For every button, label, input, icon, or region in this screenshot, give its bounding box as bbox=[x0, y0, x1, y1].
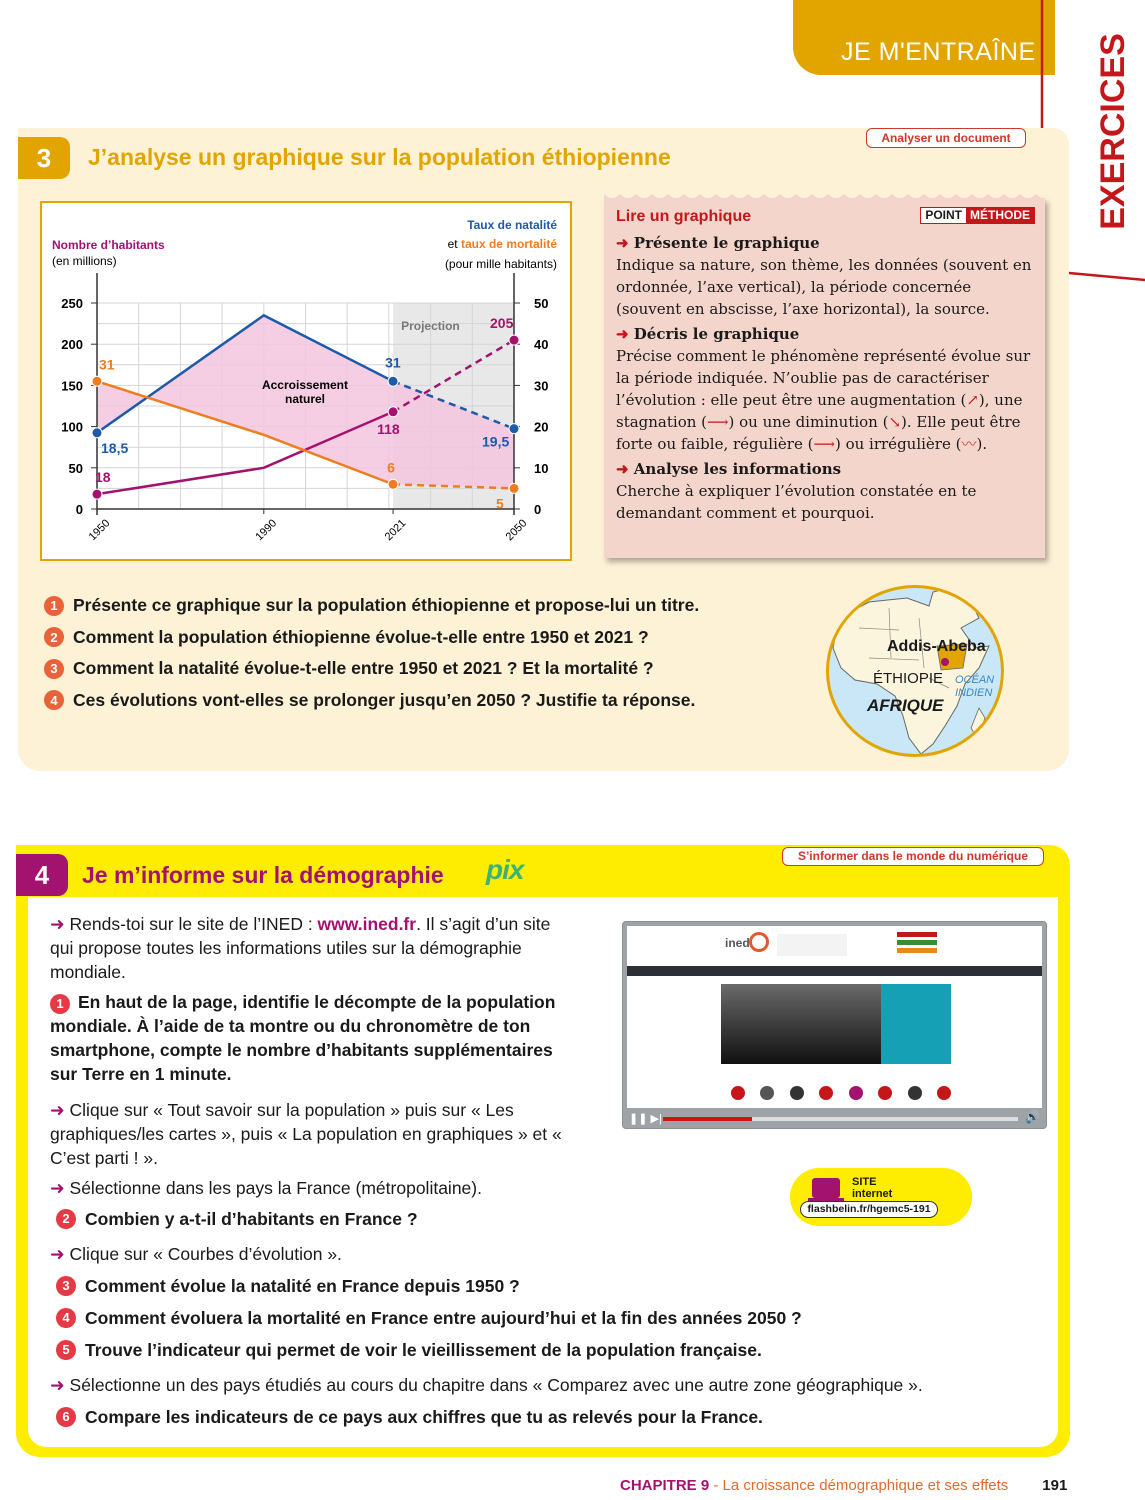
exercise-4-question-6 bbox=[56, 1405, 763, 1429]
population-point bbox=[388, 407, 398, 417]
theme-icon bbox=[878, 1086, 892, 1100]
ined-website-screenshot bbox=[622, 921, 1047, 1129]
laptop-icon bbox=[812, 1178, 840, 1198]
death-rate-point bbox=[509, 483, 519, 493]
right-axis-title-mortality: taux de mortalité bbox=[460, 237, 557, 251]
website-brand: ined bbox=[725, 936, 750, 950]
site-badge[interactable] bbox=[790, 1168, 972, 1226]
website-hero-panel bbox=[881, 984, 951, 1064]
t: ) ou une diminution ( bbox=[728, 413, 889, 431]
death-rate-point bbox=[92, 376, 102, 386]
question-text: En haut de la page, identifie le décompte de la population mondiale. À l’aide de ta montre ou du chronomètre de ton smartphone, compte le nombre d’habitants supplémentaires sur Terre en 1 minute. bbox=[50, 992, 556, 1084]
increase-arrow-icon: ↗ bbox=[966, 391, 979, 409]
question-number: 4 bbox=[44, 690, 64, 710]
website-nav bbox=[627, 966, 1042, 976]
question-text: Comment évolue la natalité en France depuis 1950 ? bbox=[85, 1276, 520, 1296]
map-continent: AFRIQUE bbox=[867, 696, 944, 715]
x-tick-label: 1990 bbox=[253, 517, 280, 544]
footer-chapter: CHAPITRE 9 bbox=[620, 1477, 710, 1494]
t: ). Elle peut être forte ou faible, régulière ( bbox=[616, 413, 1021, 453]
question-number: 3 bbox=[44, 659, 64, 679]
exercise-3-number: 3 bbox=[18, 137, 70, 179]
exercise-3-questions bbox=[44, 590, 814, 716]
t: ), une stagnation ( bbox=[616, 391, 1023, 431]
header-tag bbox=[897, 932, 937, 937]
footer bbox=[620, 1477, 1067, 1494]
t: ➜ Rends-toi sur le site de l’INED : bbox=[50, 914, 318, 934]
theme-icon bbox=[937, 1086, 951, 1100]
population-chart bbox=[42, 203, 570, 559]
t: ). bbox=[976, 435, 988, 453]
exercise-3-title: J’analyse un graphique sur la population éthiopienne bbox=[88, 144, 671, 170]
death-rate-data-label: 31 bbox=[99, 356, 115, 373]
left-axis-title: Nombre d’habitants bbox=[52, 238, 165, 252]
exercise-4-skill: S’informer dans le monde du numérique bbox=[782, 847, 1044, 866]
left-axis-subtitle: (en millions) bbox=[52, 254, 117, 268]
exercise-4-question-2 bbox=[56, 1207, 418, 1231]
question-text: Comment la population éthiopienne évolue-t-elle entre 1950 et 2021 ? bbox=[73, 626, 649, 647]
instruction-4 bbox=[50, 1242, 342, 1266]
population-data-label: 18 bbox=[95, 469, 111, 486]
theme-icon bbox=[849, 1086, 863, 1100]
volume-icon[interactable]: 🔊 bbox=[1025, 1110, 1040, 1124]
exercise-3-skill: Analyser un document bbox=[866, 128, 1026, 148]
exercise-4-title: Je m’informe sur la démographie bbox=[82, 862, 444, 888]
question-text: Compare les indicateurs de ce pays aux chiffres que tu as relevés pour la France. bbox=[85, 1407, 763, 1427]
population-point bbox=[509, 335, 519, 345]
x-tick-label: 1950 bbox=[86, 517, 113, 544]
website-hero-image bbox=[721, 984, 881, 1064]
question-number: 2 bbox=[44, 627, 64, 647]
question-number: 5 bbox=[56, 1340, 76, 1360]
instruction-2 bbox=[50, 1098, 595, 1170]
theme-icon bbox=[760, 1086, 774, 1100]
section-label-text: EXERCICES bbox=[1093, 33, 1132, 230]
method-step-1: ➜ Présente le graphique bbox=[616, 232, 1036, 254]
theme-icon bbox=[790, 1086, 804, 1100]
instruction-3 bbox=[50, 1176, 595, 1200]
death-rate-data-label: 6 bbox=[387, 459, 395, 476]
progress-track[interactable] bbox=[663, 1117, 1018, 1121]
right-tick-label: 50 bbox=[534, 296, 549, 311]
question-number: 6 bbox=[56, 1407, 76, 1427]
population-point bbox=[92, 489, 102, 499]
t: ) ou irrégulière ( bbox=[834, 435, 962, 453]
header-tab bbox=[793, 0, 1055, 75]
exercise-4-question-4 bbox=[56, 1306, 802, 1330]
x-tick-label: 2021 bbox=[382, 517, 409, 544]
t: ➜ Sélectionne dans les pays la France (métropolitaine). bbox=[50, 1178, 482, 1198]
left-tick-label: 150 bbox=[61, 378, 83, 394]
header-tab-label: JE M'ENTRAÎNE bbox=[841, 38, 1036, 66]
birth-rate-data-label: 19,5 bbox=[482, 433, 510, 450]
progress-fill bbox=[663, 1117, 752, 1121]
map-city: Addis-Abeba bbox=[887, 638, 986, 655]
projection-label: Projection bbox=[401, 319, 460, 333]
footer-title: La croissance démographique et ses effets bbox=[722, 1477, 1009, 1494]
right-tick-label: 20 bbox=[534, 419, 549, 435]
question-text: Combien y a-t-il d’habitants en France ? bbox=[85, 1209, 418, 1229]
left-tick-label: 200 bbox=[61, 337, 83, 353]
section-label bbox=[1075, 33, 1132, 230]
decrease-arrow-icon: ↘ bbox=[888, 413, 902, 431]
question-number: 1 bbox=[50, 994, 70, 1014]
t: . Il s’agit d’un site qui propose toutes les informations utiles sur la démographie mondiale. bbox=[50, 914, 551, 982]
pause-icon[interactable]: ❚❚ ▶| bbox=[629, 1113, 662, 1125]
left-tick-label: 100 bbox=[61, 419, 83, 435]
irregular-arrow-icon: 〰 bbox=[961, 435, 977, 453]
question-3 bbox=[44, 653, 814, 685]
theme-icons bbox=[731, 1086, 951, 1100]
population-data-label: 118 bbox=[377, 420, 400, 437]
method-text-1: Indique sa nature, son thème, les données (souvent en ordonnée, l’axe vertical), la période concernée (souvent en abscisse, l’axe horizontal), la source. bbox=[616, 256, 1032, 318]
notebook-edge bbox=[604, 192, 1045, 204]
footer-sep: - bbox=[709, 1477, 723, 1494]
theme-icon bbox=[731, 1086, 745, 1100]
method-text-2 bbox=[616, 345, 1036, 455]
flat-arrow-icon: ⟶ bbox=[707, 413, 729, 431]
exercise-4-question-3 bbox=[56, 1274, 520, 1298]
question-number: 1 bbox=[44, 596, 64, 616]
right-axis-title: Taux de natalité bbox=[467, 218, 557, 232]
right-axis-title-prefix: et bbox=[447, 237, 461, 251]
t: ➜ Clique sur « Courbes d’évolution ». bbox=[50, 1244, 342, 1264]
method-badge-b: MÉTHODE bbox=[966, 208, 1034, 223]
method-step-3: ➜ Analyse les informations bbox=[616, 458, 1036, 480]
map-ocean: OCÉAN INDIEN bbox=[955, 674, 995, 699]
death-rate-data-label: 5 bbox=[496, 495, 504, 512]
header-tag bbox=[897, 940, 937, 945]
method-box bbox=[604, 198, 1045, 558]
x-tick-label: 2050 bbox=[503, 517, 530, 544]
question-text: Comment la natalité évolue-t-elle entre 1950 et 2021 ? Et la mortalité ? bbox=[73, 658, 654, 679]
area-label: Accroissement bbox=[261, 378, 349, 392]
left-tick-label: 50 bbox=[68, 460, 83, 476]
t: Précise comment le phénomène représenté évolue sur la période indiquée. N’oublie pas de caractériser l’évolution : elle peut être une augmentation ( bbox=[616, 347, 1031, 409]
pix-logo: pix bbox=[486, 854, 524, 885]
brand-icon bbox=[749, 932, 769, 952]
question-text: Comment évoluera la mortalité en France entre aujourd’hui et la fin des années 2050 ? bbox=[85, 1308, 802, 1328]
birth-rate-point bbox=[509, 424, 519, 434]
population-data-label: 205 bbox=[490, 315, 514, 332]
chart-panel bbox=[40, 201, 572, 561]
instruction-5 bbox=[50, 1373, 923, 1397]
question-text: Présente ce graphique sur la population éthiopienne et propose-lui un titre. bbox=[73, 595, 700, 616]
map-country: ÉTHIOPIE bbox=[873, 670, 944, 687]
birth-rate-point bbox=[92, 428, 102, 438]
site-url[interactable]: flashbelin.fr/hgemc5-191 bbox=[800, 1201, 938, 1218]
site-label-2: internet bbox=[852, 1188, 893, 1200]
regular-arrow-icon: ⟶ bbox=[813, 435, 835, 453]
right-tick-label: 40 bbox=[534, 337, 549, 353]
site-label-1: SITE bbox=[852, 1176, 877, 1188]
ined-link[interactable]: www.ined.fr bbox=[317, 914, 417, 934]
method-step-2: ➜ Décris le graphique bbox=[616, 323, 1036, 345]
question-2 bbox=[44, 622, 814, 654]
exercise-4-question-5 bbox=[56, 1338, 762, 1362]
question-4 bbox=[44, 685, 814, 717]
left-tick-label: 0 bbox=[75, 502, 83, 517]
question-number: 3 bbox=[56, 1276, 76, 1296]
right-tick-label: 30 bbox=[534, 378, 549, 394]
question-text: Ces évolutions vont-elles se prolonger jusqu’en 2050 ? Justifie ta réponse. bbox=[73, 689, 696, 710]
question-number: 2 bbox=[56, 1209, 76, 1229]
birth-rate-data-label: 31 bbox=[385, 354, 401, 371]
question-text: Trouve l’indicateur qui permet de voir le vieillissement de la population française. bbox=[85, 1340, 762, 1360]
africa-map bbox=[826, 585, 1004, 757]
method-badge-a: POINT bbox=[925, 208, 962, 222]
left-tick-label: 250 bbox=[61, 296, 83, 311]
question-number: 4 bbox=[56, 1308, 76, 1328]
instruction-1 bbox=[50, 912, 570, 984]
right-axis-subtitle: (pour mille habitants) bbox=[444, 257, 557, 271]
theme-icon bbox=[819, 1086, 833, 1100]
question-1 bbox=[44, 590, 814, 622]
right-axis-title-2 bbox=[448, 237, 558, 251]
method-text-3: Cherche à expliquer l’évolution constatée en te demandant comment et pourquoi. bbox=[616, 482, 977, 522]
counter-block bbox=[777, 934, 847, 956]
area-label: naturel bbox=[284, 392, 326, 406]
right-tick-label: 0 bbox=[534, 502, 542, 517]
t: ➜ Clique sur « Tout savoir sur la population » puis sur « Les graphiques/les cartes », puis « La population en graphiques » et « C’est parti ! ». bbox=[50, 1100, 562, 1168]
right-tick-label: 10 bbox=[534, 460, 549, 476]
death-rate-point bbox=[388, 479, 398, 489]
header-tag bbox=[897, 948, 937, 953]
birth-rate-data-label: 18,5 bbox=[101, 439, 129, 456]
birth-rate-point bbox=[388, 376, 398, 386]
theme-icon bbox=[908, 1086, 922, 1100]
t: ➜ Sélectionne un des pays étudiés au cours du chapitre dans « Comparez avec une autre zone géographique ». bbox=[50, 1375, 923, 1395]
exercise-4-question-1 bbox=[50, 990, 570, 1086]
exercise-4-number: 4 bbox=[16, 854, 68, 896]
method-title: Lire un graphique bbox=[616, 208, 752, 225]
page-number: 191 bbox=[1042, 1477, 1068, 1494]
website-page bbox=[627, 926, 1042, 1108]
